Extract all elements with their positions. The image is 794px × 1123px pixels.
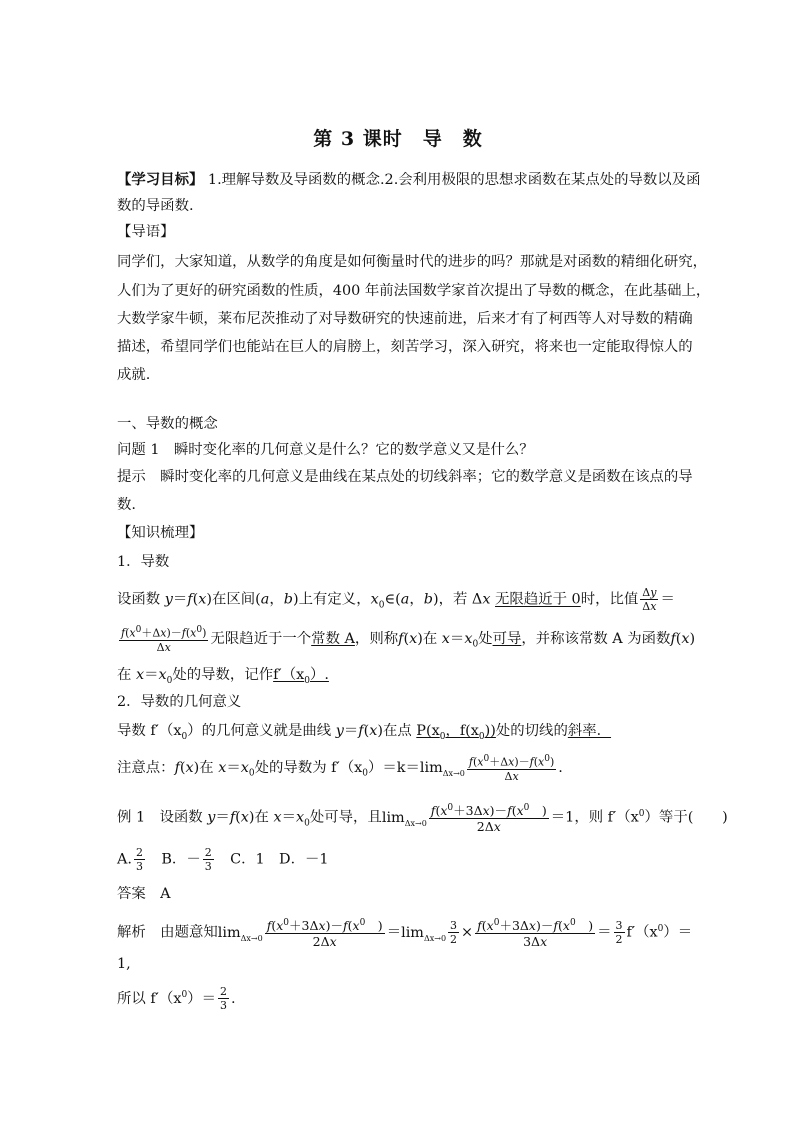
knowledge-label: 【知识梳理】 [117,525,204,541]
solution-line-1: 解析 由题意知$\lim_{\Delta x\to 0}$ $\frac{f(x^0+3\Delta x)-f(x^0 )}{2\Delta x}$ $=\lim_{\Delta x\to 0}$ $\frac{3}{2}$ × $\frac{f(x^0+3\Delta x)-f(x^0 )}{3\Delta x}$ ＝ $\frac{3}{2}$ $f'(x^0)=$ [117,918,693,950]
note-line: 注意点：f(x)在 $x=x_0$处的导数为 $f'(x_0)=k=\lim_{\Delta x\to 0}$ $\frac{f(x^0+\Delta x)-f(x^0)}{\Delta x}$ . [117,754,563,783]
def-text: 在 [117,667,136,683]
fraction-2-3: $\frac{2}{3}$ [220,985,227,1013]
fraction-dy-dx: $\frac{\Delta y}{\Delta x}$ [642,586,657,613]
intro-line-1: 同学们，大家知道，从数学的角度是如何衡量时代的进步的吗？那就是对函数的精细化研究， [117,254,708,270]
page-title: 第 3 课时 导 数 [313,128,483,150]
def-text: )，若 Δ [432,591,483,608]
solution-text: × [461,924,474,941]
definition-line-2: $\frac{f(x^0+\Delta x)-f(x^0)}{\Delta x}$ 无限趋近于一个常数 A，则称f(x)在 $x=x_0$处可导，并称该常数 A 为函数f(x) [121,625,696,654]
example-text: 在 [254,809,274,826]
example-text: ＝1，则 f′（x [550,809,639,826]
answer-line: 答案 A [117,886,171,902]
geometric-meaning-line: 导数 $f'(x_0)$的几何意义就是曲线 y＝f(x)在点 $P(x_0$，$f(x_0)$)处的切线的斜率． [117,723,612,742]
intro-line-2: 人们为了更好的研究函数的性质，400 年前法国数学家首次提出了导数的概念，在此基础上， [117,283,711,299]
subheading-derivative: 1．导数 [117,554,170,570]
option-b-label: B．－ [146,851,201,868]
fraction-2-3: $\frac{2}{3}$ [204,846,212,873]
question-1: 问题 1 瞬时变化率的几何意义是什么？它的数学意义又是什么？ [117,442,534,458]
solution-text: ＝ [597,924,612,941]
objectives-text-1: 1.理解导数及导函数的概念.2.会利用极限的思想求函数在某点处的导数以及函 [203,172,701,188]
geo-underline-point: $P(x_0$，$f(x_0)$) [416,723,496,742]
geo-point-part: P(x [416,723,440,739]
limit-symbol: $\lim_{\Delta x\to 0}$ [401,924,447,943]
fraction-solution-1: $\frac{f(x^0+3\Delta x)-f(x^0 )}{2\Delta x}$ [266,918,383,950]
def-text: ，则称 [354,630,399,647]
section-heading: 一、导数的概念 [117,416,218,432]
def-underline-differentiable: 可导 [492,630,522,647]
objectives-label: 【学习目标】 [117,171,204,188]
subheading-geometric: 2．导数的几何意义 [117,694,242,710]
example-text: ）等于( ) [644,809,728,826]
limit-symbol: $\lim_{\Delta x\to 0}$ [381,809,427,828]
hint-line-1: 提示 瞬时变化率的几何意义是曲线在某点处的切线斜率；它的数学意义是函数在该点的导 [117,469,693,485]
objectives-line-1 [117,170,700,190]
note-text: 注意点： [117,759,175,776]
math-y-eq-fx: y [164,591,173,608]
intro-line-5: 成就. [117,367,151,383]
solution-text: ＝ [386,924,402,941]
geo-point-part: ，f(x [445,723,479,739]
def-underline-notation: $f'(x_0)$. [273,667,329,686]
final-text: 所以 f′（x [117,990,182,1007]
def-notation-part: ）. [309,667,329,683]
option-cd-labels: C．1 D．－1 [215,851,329,868]
solution-text: ）＝ [663,924,693,941]
solution-text: f′（x [626,924,658,941]
geo-underline-slope: 斜率． [567,723,612,739]
hint-line-2: 数. [117,497,136,513]
def-text: 设函数 [117,591,165,608]
intro-label: 【导语】 [117,224,175,240]
def-text: )上有定义， [293,591,371,608]
def-text: 无限趋近于一个 [210,630,312,647]
geo-text: 导数 f′（x [117,723,182,739]
note-text: ）＝k＝ [368,759,420,776]
solution-line-2: 1, [117,956,131,972]
intro-line-4: 描述，希望同学们也能站在巨人的肩膀上，刻苦学习，深入研究，将来也一定能取得惊人的 [117,339,693,355]
geo-text: 在点 [382,723,417,739]
def-underline-constant: 常数 A [311,630,355,647]
fraction-difference-quotient: $\frac{f(x^0+\Delta x)-f(x^0)}{\Delta x}$ [121,625,207,654]
solution-text: 解析 由题意知 [117,924,218,941]
example-1-line: 例 1 设函数 y＝f(x)在 $x=x_0$处可导，且$\lim_{\Delta x\to 0}$ $\frac{f(x^0+3\Delta x)-f(x^0 )}{2\Delta x}$ ＝1，则 $f'(x^0)$等于( ) [117,803,728,835]
def-underline-tends-zero: 无限趋近于 0 [495,591,581,608]
intro-line-3: 大数学家牛顿，莱布尼茨推动了对导数研究的快速前进，后来才有了柯西等人对导数的精确 [117,311,693,327]
geo-point-part: )) [484,723,496,739]
def-text: 在区间( [212,591,261,608]
fraction-note: $\frac{f(x^0+\Delta x)-f(x^0)}{\Delta x}$ [468,754,555,783]
def-text: ∈( [384,591,401,608]
def-text: 在 [422,630,442,647]
def-text: ，并称该常数 A 为函数 [521,630,671,647]
def-text: 处的导数，记作 [172,667,274,683]
limit-symbol: $\lim_{\Delta x\to 0}$ [419,759,465,778]
geo-text: 处的切线的 [495,723,568,739]
fraction-3-2: $\frac{3}{2}$ [615,919,623,947]
final-text: ）＝ [187,990,216,1007]
final-line: 所以 $f'(x^0)=$ $\frac{2}{3}$ . [117,985,236,1013]
limit-symbol: $\lim_{\Delta x\to 0}$ [217,924,263,943]
options-line [117,846,329,873]
fraction-3-2: $\frac{3}{2}$ [450,919,458,947]
option-a-label: A. [117,851,132,868]
objectives-line-2: 数的导函数. [117,198,194,214]
note-text: 处的导数为 f′（x [254,759,363,776]
def-text: 时，比值 [580,591,639,608]
definition-line-1: 设函数 y＝f(x)在区间(a，b)上有定义，$x_0\in(a$，b)，若 Δx 无限趋近于 0时，比值 $\frac{\Delta y}{\Delta x}$ ＝ [117,586,675,613]
final-text: . [231,990,236,1007]
note-text: 在 [199,759,219,776]
fraction-example: $\frac{f(x^0+3\Delta x)-f(x^0 )}{2\Delta x}$ [430,803,547,835]
geo-text: ）的几何意义就是曲线 [187,723,336,739]
definition-line-3: 在 $x=x_0$处的导数，记作$f'(x_0)$. [117,667,329,686]
def-text: ， [269,591,284,608]
def-text: 处 [478,630,493,647]
fraction-solution-2: $\frac{f(x^0+3\Delta x)-f(x^0 )}{3\Delta x}$ [477,918,594,950]
fraction-2-3: $\frac{2}{3}$ [135,846,143,873]
def-notation-part: f′（x [273,667,305,683]
example-text: 处可导，且 [309,809,382,826]
example-text: 例 1 设函数 [117,809,208,826]
